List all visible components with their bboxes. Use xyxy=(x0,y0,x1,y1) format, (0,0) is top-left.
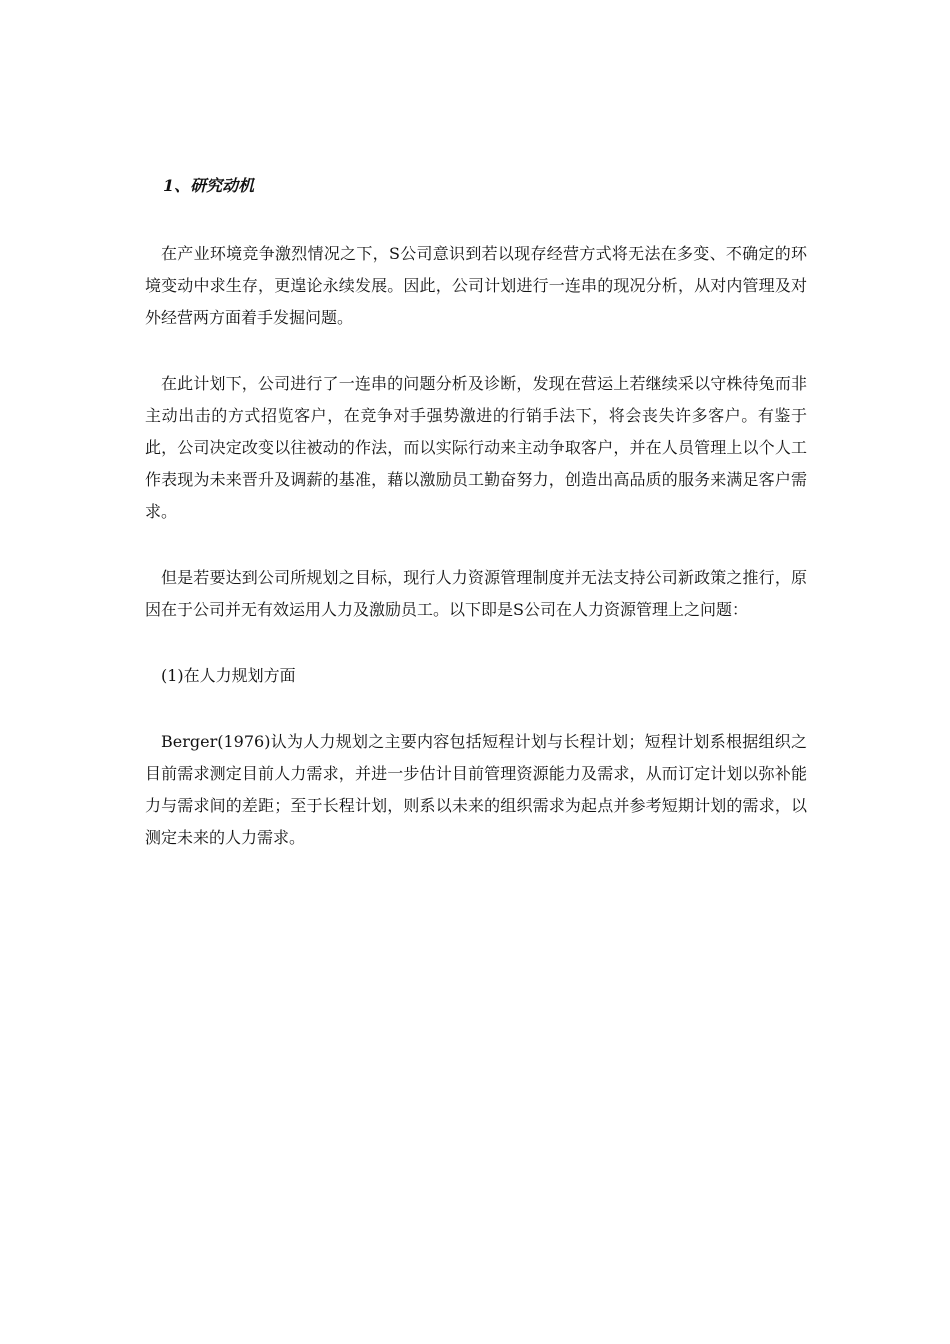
paragraph-berger: Berger(1976)认为人力规划之主要内容包括短程计划与长程计划；短程计划系根据组织之目前需求测定目前人力需求，并进一步估计目前管理资源能力及需求，从而订定计划以弥补能力与需求间的差距；至于长程计划，则系以未来的组织需求为起点并参考短期计划的需求，以测定未来的人力需求。 xyxy=(145,732,807,847)
document-page xyxy=(145,170,807,888)
section-heading: 1、研究动机 xyxy=(163,176,255,195)
paragraph-motivation: 在产业环境竞争激烈情况之下，S公司意识到若以现存经营方式将无法在多变、不确定的环境变动中求生存，更遑论永续发展。因此，公司计划进行一连串的现况分析，从对内管理及对外经营两方面着手发掘问题。 xyxy=(145,244,807,327)
paragraph-problems: 但是若要达到公司所规划之目标，现行人力资源管理制度并无法支持公司新政策之推行，原因在于公司并无有效运用人力及激励员工。以下即是S公司在人力资源管理上之问题： xyxy=(145,568,807,619)
subheading-hr-planning: (1)在人力规划方面 xyxy=(161,666,296,685)
paragraph-analysis: 在此计划下，公司进行了一连串的问题分析及诊断，发现在营运上若继续采以守株待兔而非主动出击的方式招览客户，在竞争对手强势激进的行销手法下，将会丧失许多客户。有鉴于此，公司决定改变以往被动的作法，而以实际行动来主动争取客户，并在人员管理上以个人工作表现为未来晋升及调薪的基准，藉以激励员工勤奋努力，创造出高品质的服务来满足客户需求。 xyxy=(145,374,807,521)
